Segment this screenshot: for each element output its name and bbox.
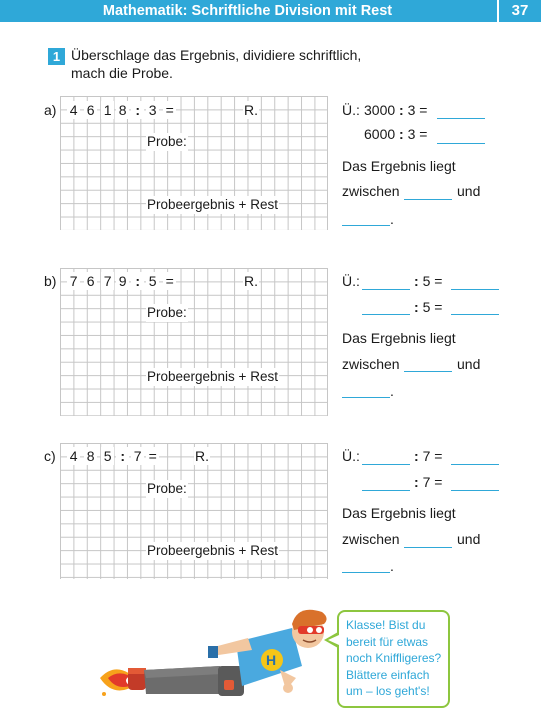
exercise-label-a: a) — [44, 102, 57, 118]
estimate-a1-number: 3000 — [364, 102, 396, 118]
division-sign: : — [131, 272, 144, 290]
equals-sign: = — [434, 474, 443, 490]
digit: 6 — [84, 272, 97, 290]
divisor: 5 — [146, 272, 159, 290]
estimate-a2-number: 6000 — [364, 126, 396, 142]
task-number-badge: 1 — [48, 48, 65, 65]
digit: 8 — [116, 101, 129, 119]
answer-blank[interactable] — [437, 118, 485, 119]
bubble-line: noch Kniffligeres? — [346, 651, 442, 665]
answer-blank[interactable] — [342, 225, 390, 226]
result-range-text: Das Ergebnis liegt — [342, 158, 456, 174]
estimate-c1-divisor: 7 — [422, 448, 431, 464]
division-sign: : — [116, 447, 129, 465]
answer-blank[interactable] — [342, 572, 390, 573]
task-instruction-line1: Überschlage das Ergebnis, dividiere schriftlich, — [71, 47, 362, 63]
grid-b[interactable] — [60, 268, 328, 416]
probeergebnis-label: Probeergebnis + Rest — [147, 369, 278, 384]
period: . — [390, 383, 394, 399]
rest-label: R. — [244, 273, 258, 289]
equals-sign: = — [434, 299, 443, 315]
bubble-line: bereit für etwas — [346, 634, 429, 649]
rest-label: R. — [244, 102, 258, 118]
divisor: 7 — [131, 447, 144, 465]
equals-sign: = — [434, 273, 443, 289]
zwischen-label: zwischen — [342, 183, 400, 199]
estimate-a1-divisor: 3 — [407, 102, 416, 118]
page-title: Mathematik: Schriftliche Division mit Rest — [102, 3, 393, 19]
estimate-label: Ü.: — [342, 102, 360, 118]
bubble-line: um – los geht's! — [346, 684, 430, 698]
rest-label: R. — [195, 448, 209, 464]
estimate-a1 — [364, 101, 427, 119]
equals-sign: = — [146, 447, 159, 465]
bubble-line: Blättere einfach — [346, 667, 430, 682]
und-label: und — [457, 356, 481, 372]
result-range-text: Das Ergebnis liegt — [342, 330, 456, 346]
zwischen-label: zwischen — [342, 356, 400, 372]
period: . — [390, 211, 394, 227]
answer-blank[interactable] — [362, 314, 410, 315]
zwischen-label: zwischen — [342, 531, 400, 547]
equals-sign: = — [419, 102, 428, 118]
division-sign: : — [399, 126, 404, 142]
task-instruction — [71, 46, 511, 82]
estimate-b1-divisor: 5 — [422, 273, 431, 289]
equals-sign: = — [434, 448, 443, 464]
estimate-c2-divisor: 7 — [422, 474, 431, 490]
answer-blank[interactable] — [362, 490, 410, 491]
division-sign: : — [414, 474, 419, 490]
digit: 9 — [116, 272, 129, 290]
digit: 4 — [67, 101, 80, 119]
answer-blank[interactable] — [451, 289, 499, 290]
answer-blank[interactable] — [404, 547, 452, 548]
probe-label: Probe: — [147, 305, 187, 320]
equals-sign: = — [163, 272, 176, 290]
equals-sign: = — [163, 101, 176, 119]
rocket-flame-icon — [100, 664, 130, 696]
digit: 4 — [67, 447, 80, 465]
digit: 7 — [101, 272, 114, 290]
estimate-c2 — [414, 473, 442, 491]
answer-blank[interactable] — [404, 371, 452, 372]
und-label: und — [457, 183, 481, 199]
equals-sign: = — [419, 126, 428, 142]
answer-blank[interactable] — [451, 464, 499, 465]
answer-blank[interactable] — [362, 464, 410, 465]
probeergebnis-label: Probeergebnis + Rest — [147, 197, 278, 212]
division-sign: : — [414, 273, 419, 289]
answer-blank[interactable] — [451, 314, 499, 315]
answer-blank[interactable] — [362, 289, 410, 290]
page-number: 37 — [497, 0, 541, 22]
digit: 6 — [84, 101, 97, 119]
answer-blank[interactable] — [451, 490, 499, 491]
probeergebnis-label: Probeergebnis + Rest — [147, 543, 278, 558]
probe-label: Probe: — [147, 134, 187, 149]
estimate-label: Ü.: — [342, 448, 360, 464]
digit: 1 — [101, 101, 114, 119]
und-label: und — [457, 531, 481, 547]
task-instruction-line2: mach die Probe. — [71, 65, 173, 81]
estimate-a2-divisor: 3 — [407, 126, 416, 142]
estimate-b2 — [414, 298, 442, 316]
division-sign: : — [414, 448, 419, 464]
digit: 8 — [84, 447, 97, 465]
estimate-b2-divisor: 5 — [422, 299, 431, 315]
result-range-text: Das Ergebnis liegt — [342, 505, 456, 521]
exercise-label-b: b) — [44, 273, 57, 289]
estimate-c1 — [414, 447, 442, 465]
bubble-line: Klasse! Bist du — [346, 618, 426, 632]
probe-label: Probe: — [147, 481, 187, 496]
speech-bubble-tail-inner — [328, 635, 339, 645]
answer-blank[interactable] — [404, 199, 452, 200]
speech-bubble-text — [346, 617, 446, 700]
division-sign: : — [399, 102, 404, 118]
estimate-a2 — [364, 125, 427, 143]
division-sign: : — [131, 101, 144, 119]
exercise-label-c: c) — [44, 448, 56, 464]
svg-text:H: H — [266, 652, 277, 668]
superhero-boy-icon — [100, 608, 330, 720]
estimate-b1 — [414, 272, 442, 290]
digit: 5 — [101, 447, 114, 465]
digit: 7 — [67, 272, 80, 290]
answer-blank[interactable] — [437, 143, 485, 144]
estimate-label: Ü.: — [342, 273, 360, 289]
division-sign: : — [414, 299, 419, 315]
divisor: 3 — [146, 101, 159, 119]
answer-blank[interactable] — [342, 397, 390, 398]
period: . — [390, 558, 394, 574]
